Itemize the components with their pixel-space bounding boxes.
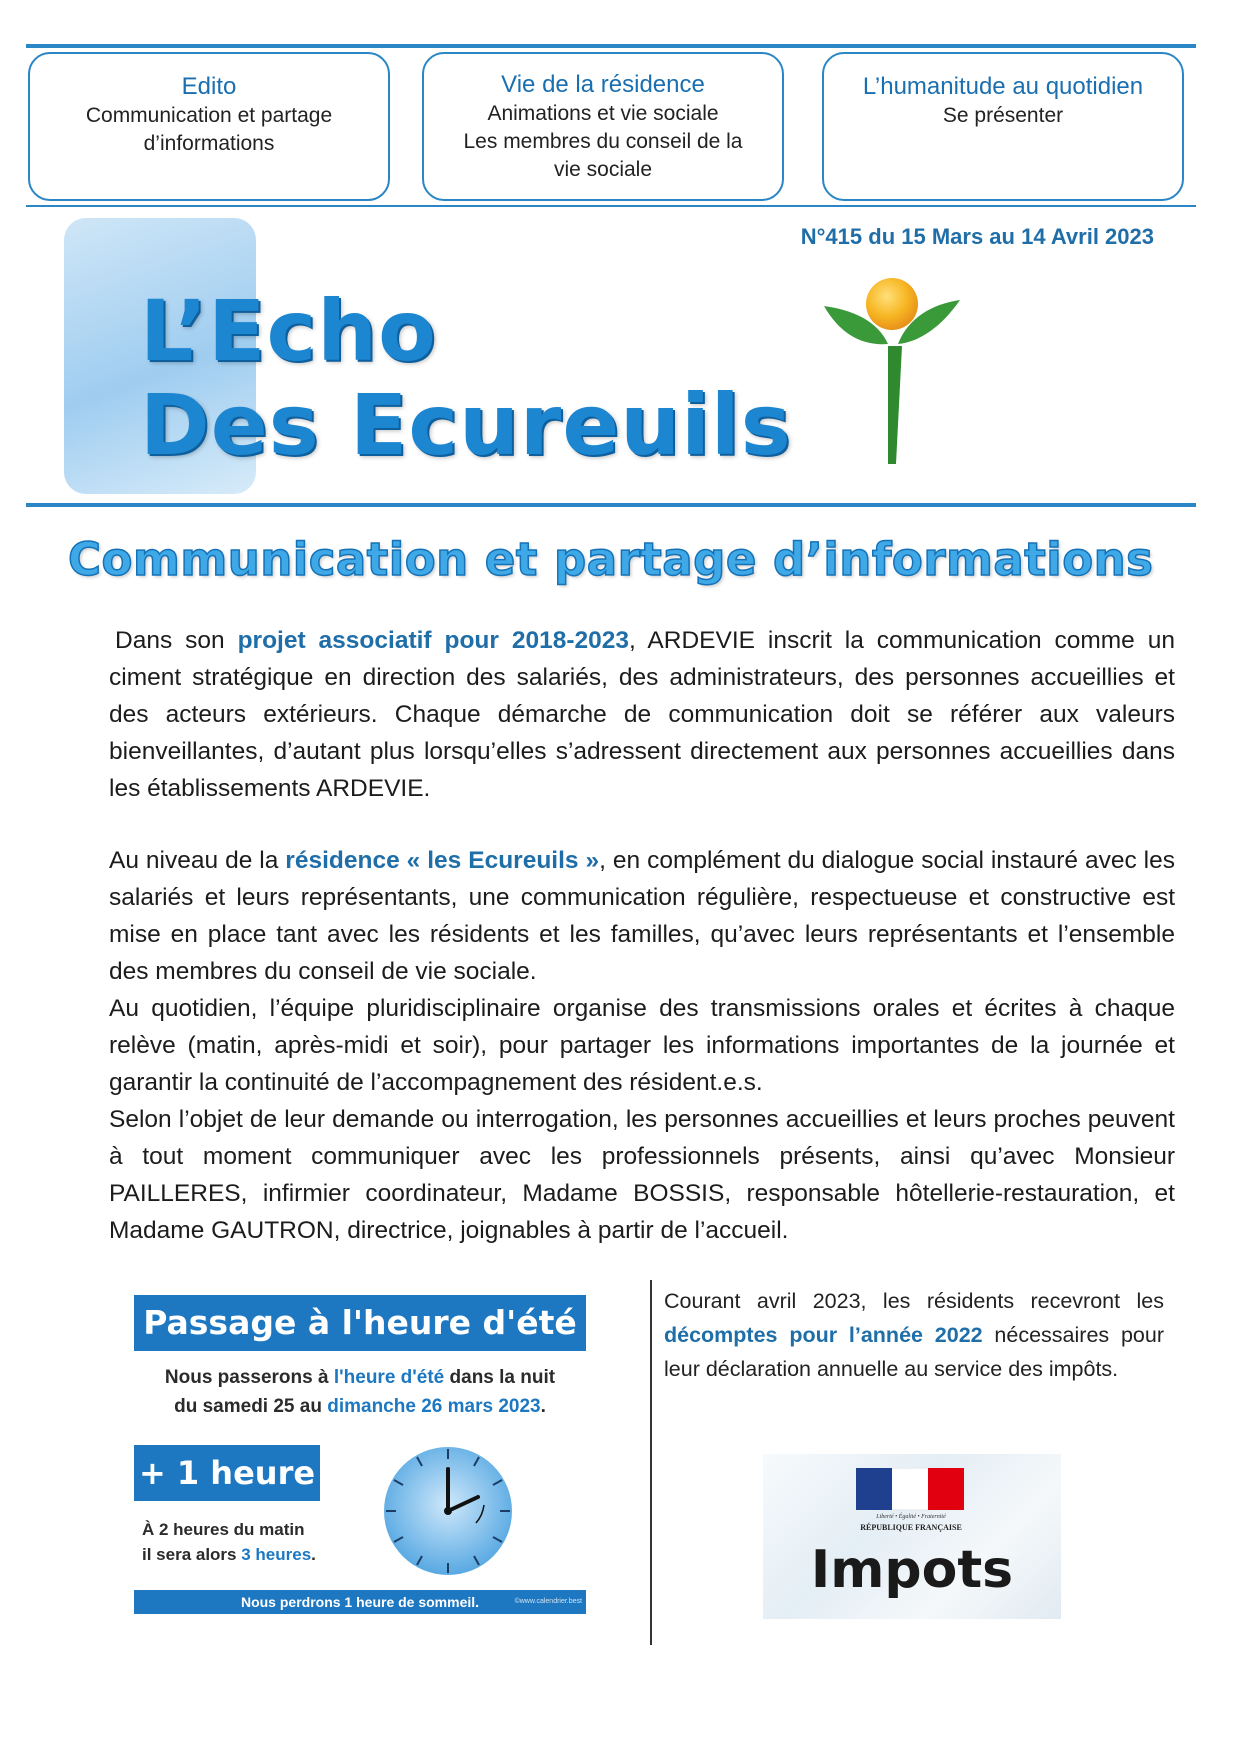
highlight: dimanche 26 mars 2023 <box>327 1396 541 1417</box>
summer-time-text <box>134 1363 586 1421</box>
toc-box-humanitude[interactable] <box>822 52 1184 201</box>
paragraph-residence <box>109 842 1175 990</box>
republic-label: RÉPUBLIQUE FRANÇAISE <box>860 1523 962 1532</box>
highlight: l'heure d'été <box>333 1367 445 1388</box>
text: Nous perdrons 1 heure de sommeil. <box>240 1594 480 1610</box>
toc-title: L’humanitude au quotidien <box>862 73 1144 100</box>
toc-line: Se présenter <box>942 104 1064 127</box>
text: nécessaires pour leur déclaration annuelle au service des impôts. <box>664 1323 1165 1381</box>
masthead-line-1: L’Echo <box>140 282 437 380</box>
highlight-residence: résidence « les Ecureuils » <box>285 847 600 874</box>
text: À 2 heures du matin <box>142 1520 305 1539</box>
text: Courant avril 2023, les résidents recevront les <box>664 1289 1164 1313</box>
section-title: Communication et partage d’informations <box>68 533 1154 586</box>
toc-line: Les membres du conseil de la <box>463 130 743 153</box>
toc-line: d’informations <box>143 132 275 155</box>
french-flag-icon <box>856 1468 964 1510</box>
text: du samedi 25 au <box>174 1396 328 1417</box>
flower-logo-icon <box>822 276 962 466</box>
credit-text: ©www.calendrier.best <box>514 1598 582 1605</box>
toc-title: Edito <box>181 73 237 100</box>
impots-word: Impots <box>810 1540 1014 1600</box>
toc-box-edito[interactable] <box>28 52 390 201</box>
column-separator <box>650 1280 652 1645</box>
summer-time-notice <box>134 1295 586 1625</box>
highlight-decomptes: décomptes pour l’année 2022 <box>664 1323 983 1347</box>
top-rule-bottom <box>26 205 1196 207</box>
text: dans la nuit <box>444 1367 556 1388</box>
text: , en complément du dialogue social instauré avec les salariés et leurs représentants, une communication régulière, respectueuse et constructive est mise en place tant avec les résidents et les familles, qu’avec leurs représentants et l’ensemble des membres du conseil de vie sociale. <box>109 847 1175 985</box>
text: Nous passerons à <box>164 1367 334 1388</box>
text: . <box>540 1396 546 1417</box>
paragraph-quotidien: Au quotidien, l’équipe pluridisciplinaire organise des transmissions orales et écrites à chaque relève (matin, après-midi et soir), pour partager les informations importantes de la journée et garantir la continuité de l’accompagnement des résident.e.s. <box>109 995 1175 1096</box>
toc-line: Animations et vie sociale <box>487 102 719 125</box>
republic-motto: Liberté • Égalité • Fraternité <box>876 1514 946 1520</box>
toc-line: vie sociale <box>553 158 653 181</box>
clock-icon <box>380 1443 516 1579</box>
text: . <box>311 1545 316 1564</box>
paragraph-contacts: Selon l’objet de leur demande ou interrogation, les personnes accueillies et leurs proches peuvent à tout moment communiquer avec les professionnels présents, ainsi qu’avec Monsieur PAILLERES, infirmier coordinateur, Madame BOSSIS, responsable hôtellerie-restauration, et Madame GAUTRON, directrice, joignables à partir de l’accueil. <box>109 1106 1175 1244</box>
tax-paragraph <box>664 1284 1164 1386</box>
text: Dans son <box>115 627 238 654</box>
top-rule <box>26 44 1196 48</box>
toc-box-vie-residence[interactable] <box>422 52 784 201</box>
text: Au niveau de la <box>109 847 286 874</box>
text: , ARDEVIE inscrit la communication comme un ciment stratégique en direction des salariés, des administrateurs, des personnes accueillies et des acteurs extérieurs. Chaque démarche de communication doit se référer aux valeurs bienveillantes, d’autant plus lorsqu’elles s’adressent directement aux personnes accueillies dans les établissements ARDEVIE. <box>109 627 1175 802</box>
paragraph-intro <box>109 622 1175 807</box>
toc-title: Vie de la résidence <box>501 71 705 98</box>
masthead-line-2: Des Ecureuils <box>140 376 792 474</box>
toc-line: Communication et partage <box>85 104 333 127</box>
issue-number: N°415 du 15 Mars au 14 Avril 2023 <box>800 224 1154 249</box>
summer-time-detail <box>142 1517 316 1567</box>
impots-logo <box>763 1454 1061 1619</box>
highlight: 3 heures <box>241 1545 312 1564</box>
plus-one-hour-badge: + 1 heure <box>134 1445 320 1501</box>
summer-time-banner: Passage à l'heure d'été <box>134 1295 586 1351</box>
text: il sera alors <box>142 1545 242 1564</box>
summer-time-footer <box>134 1590 586 1614</box>
masthead-rule <box>26 503 1196 507</box>
highlight-projet-associatif: projet associatif pour 2018-2023 <box>237 627 630 654</box>
